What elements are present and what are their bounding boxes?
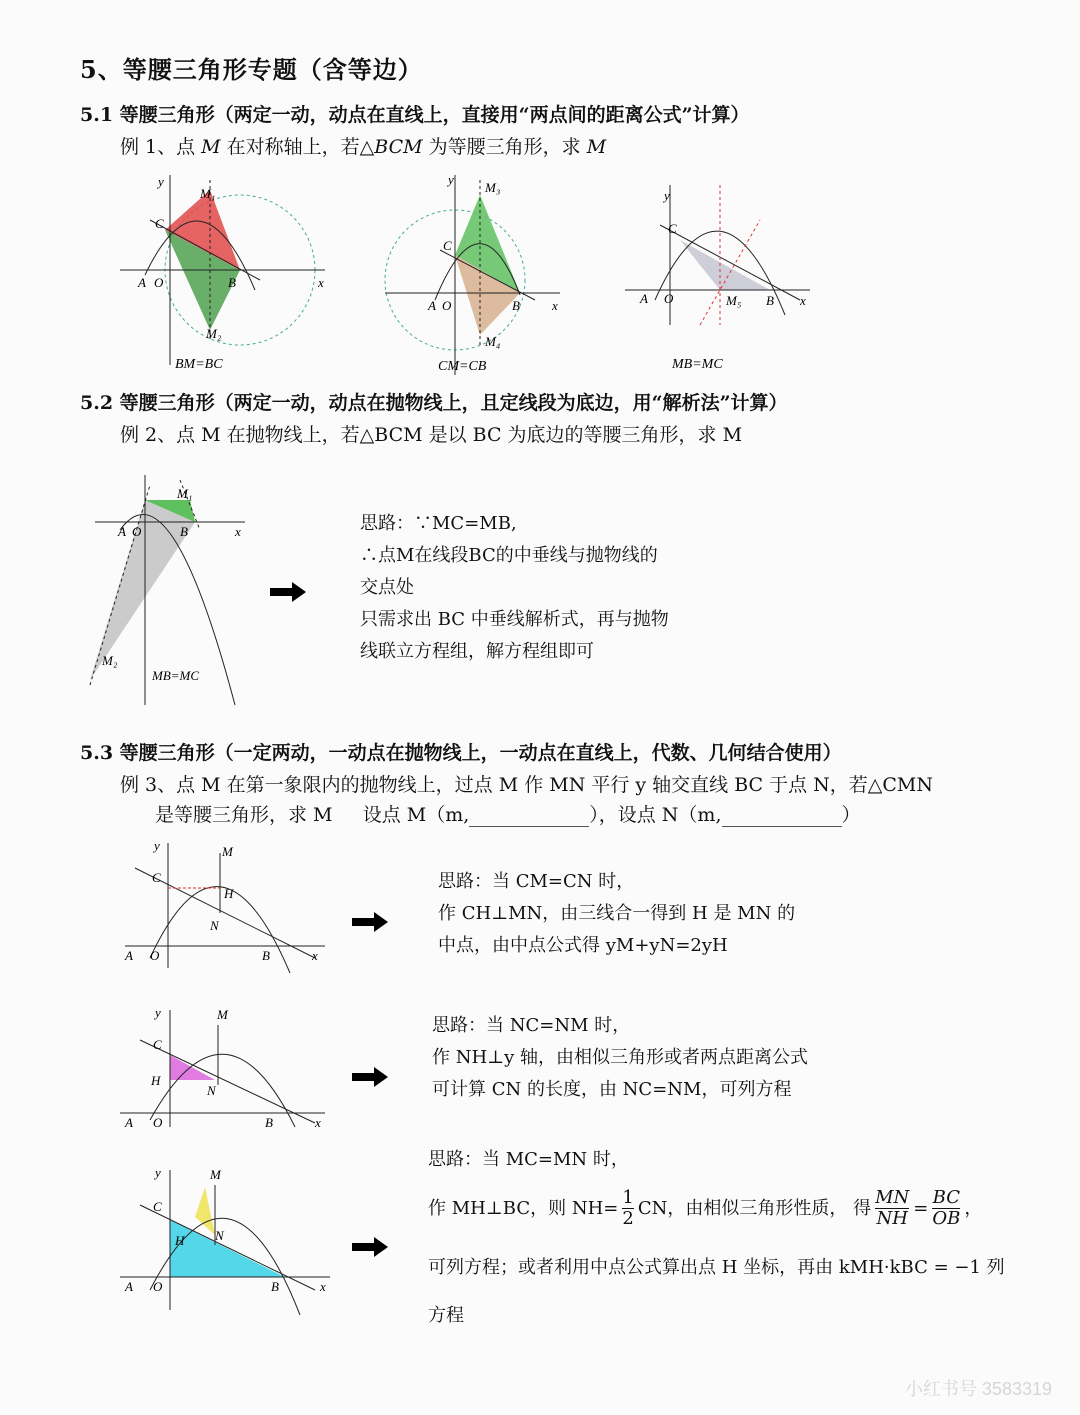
svg-text:H: H: [175, 1233, 185, 1248]
case3-line4: 方程: [428, 1305, 464, 1326]
svg-text:x: x: [235, 524, 241, 539]
svg-text:x: x: [552, 298, 558, 313]
svg-text:O: O: [664, 291, 674, 306]
svg-text:x: x: [315, 1115, 321, 1130]
svg-text:O: O: [153, 1115, 163, 1130]
section-heading-5-2: 5.2 等腰三角形（两定一动，动点在抛物线上，且定线段为底边，用“解析法”计算）: [80, 392, 788, 414]
fig3-caption: MB=MC: [672, 357, 723, 372]
svg-text:C: C: [153, 1199, 162, 1214]
svg-text:N: N: [215, 1228, 224, 1243]
figure-cm-cb: [380, 170, 580, 380]
svg-text:B: B: [180, 524, 188, 539]
figure-ex2: [80, 470, 260, 710]
section-heading-5-3: 5.3 等腰三角形（一定两动，一动点在抛物线上，一动点在直线上，代数、几何结合使用）: [80, 742, 842, 764]
figure-case3: [115, 1165, 335, 1315]
svg-text:O: O: [132, 524, 142, 539]
svg-text:M₄: M₄: [485, 334, 501, 349]
svg-text:C: C: [152, 870, 161, 885]
svg-text:A: A: [138, 275, 146, 290]
svg-text:O: O: [150, 948, 160, 963]
svg-text:C: C: [153, 1037, 162, 1052]
arrow-icon: [270, 582, 306, 602]
svg-text:M₃: M₃: [485, 180, 501, 195]
svg-text:B: B: [271, 1279, 279, 1294]
svg-text:H: H: [224, 886, 234, 901]
svg-text:A: A: [125, 1115, 133, 1130]
svg-text:C: C: [443, 238, 452, 253]
svg-text:M: M: [217, 1007, 228, 1022]
svg-text:M: M: [222, 844, 233, 859]
svg-text:M₂: M₂: [206, 326, 222, 341]
svg-text:B: B: [512, 298, 520, 313]
example-3-line2: 是等腰三角形，求 M 设点 M（m, ），设点 N（m, ）: [155, 804, 861, 826]
fig1-caption: BM=BC: [175, 357, 223, 372]
arrow-icon: [352, 912, 388, 932]
svg-text:N: N: [210, 918, 219, 933]
svg-text:C: C: [668, 221, 677, 236]
fig-ex2-caption: MB=MC: [152, 668, 200, 683]
watermark: 小红书号 3583319: [904, 1379, 1052, 1399]
svg-text:B: B: [228, 275, 236, 290]
figure-case1: [120, 838, 330, 973]
svg-text:B: B: [262, 948, 270, 963]
svg-text:O: O: [154, 275, 164, 290]
svg-text:y: y: [154, 838, 160, 853]
svg-text:M₁: M₁: [200, 186, 216, 201]
svg-text:B: B: [766, 293, 774, 308]
svg-text:y: y: [448, 172, 454, 187]
fig2-caption: CM=CB: [438, 359, 487, 374]
svg-text:M: M: [210, 1167, 221, 1182]
svg-text:y: y: [155, 1165, 161, 1180]
example-1: 例 1、点 M 在对称轴上，若△BCM 为等腰三角形，求 M: [120, 136, 607, 158]
case3-line3: 可列方程；或者利用中点公式算出点 H 坐标，再由 kMH·kBC = −1 列: [428, 1257, 1005, 1278]
example-2: 例 2、点 M 在抛物线上，若△BCM 是以 BC 为底边的等腰三角形，求 M: [120, 424, 743, 446]
n-coordinate-blank[interactable]: [722, 808, 842, 827]
svg-text:O: O: [153, 1279, 163, 1294]
svg-text:M₂: M₂: [102, 653, 118, 668]
arrow-icon: [352, 1067, 388, 1087]
ex2-notes: 思路：∵MC=MB, ∴点M在线段BC的中垂线与抛物线的 交点处 只需求出 BC 中垂线解析式，再与抛物 线联立方程组，解方程组即可: [360, 513, 669, 662]
svg-text:y: y: [155, 1005, 161, 1020]
section-heading-5-1: 5.1 等腰三角形（两定一动，动点在直线上，直接用“两点间的距离公式”计算）: [80, 104, 750, 126]
figure-bm-bc: [110, 170, 340, 380]
svg-text:A: A: [118, 524, 126, 539]
svg-text:A: A: [125, 1279, 133, 1294]
svg-text:y: y: [664, 188, 670, 203]
svg-text:B: B: [265, 1115, 273, 1130]
case3-line1: 思路：当 MC=MN 时，: [428, 1149, 629, 1170]
svg-text:M₅: M₅: [726, 293, 742, 308]
svg-text:M₁: M₁: [177, 486, 193, 501]
svg-text:x: x: [320, 1279, 326, 1294]
svg-text:x: x: [800, 293, 806, 308]
svg-text:x: x: [312, 948, 318, 963]
figure-case2: [115, 1005, 330, 1130]
svg-text:C: C: [155, 216, 164, 231]
svg-text:y: y: [158, 174, 164, 189]
svg-text:x: x: [318, 275, 324, 290]
svg-text:H: H: [151, 1073, 161, 1088]
svg-text:N: N: [207, 1083, 216, 1098]
case3-line2: 作 MH⊥BC，则 NH= $\frac{1}{2}$ CN，由相似三角形性质， 得 $\frac{MN}{NH}$ = $\frac{BC}{OB}$ ，: [428, 1187, 983, 1229]
page-title: 5、等腰三角形专题（含等边）: [80, 55, 423, 84]
svg-text:A: A: [640, 291, 648, 306]
svg-text:A: A: [125, 948, 133, 963]
svg-text:A: A: [428, 298, 436, 313]
figure-mb-mc: [620, 175, 820, 380]
svg-text:O: O: [442, 298, 452, 313]
arrow-icon: [352, 1237, 388, 1257]
m-coordinate-blank[interactable]: [469, 808, 589, 827]
example-3-line1: 例 3、点 M 在第一象限内的抛物线上，过点 M 作 MN 平行 y 轴交直线 BC 于点 N，若△CMN: [120, 774, 933, 796]
case2-notes: 思路：当 NC=NM 时， 作 NH⊥y 轴，由相似三角形或者两点距离公式 可计算 CN 的长度，由 NC=NM，可列方程: [432, 1015, 808, 1100]
case1-notes: 思路：当 CM=CN 时， 作 CH⊥MN，由三线合一得到 H 是 MN 的 中点，由中点公式得 yM+yN=2yH: [438, 871, 796, 956]
